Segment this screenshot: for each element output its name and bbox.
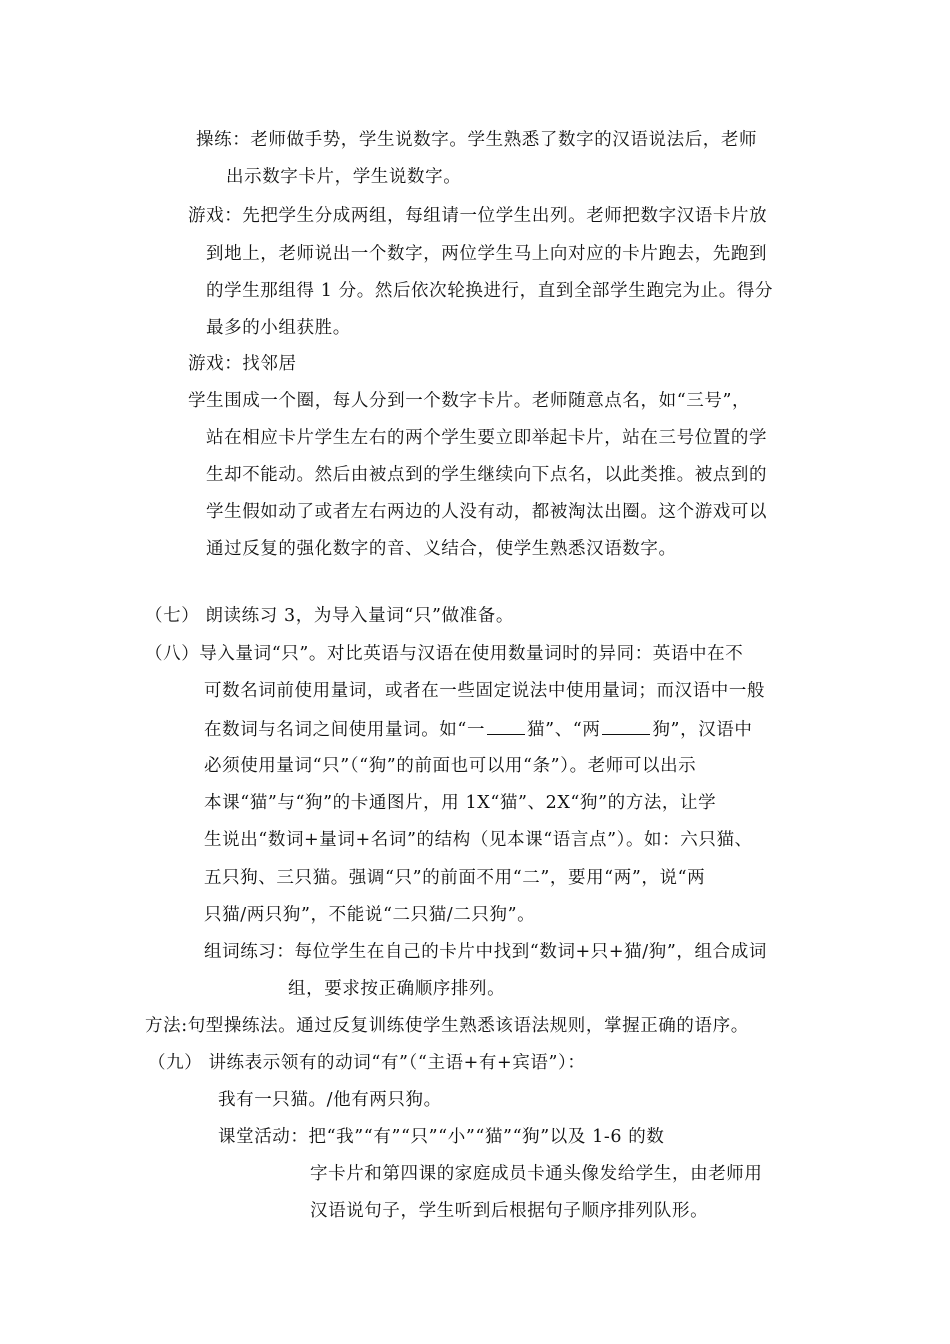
text-line: 操练：老师做手势，学生说数字。学生熟悉了数字的汉语说法后，老师 (196, 130, 758, 150)
text-line: 学生假如动了或者左右两边的人没有动，都被淘汰出圈。这个游戏可以 (206, 502, 768, 522)
text-line: 组词练习：每位学生在自己的卡片中找到“数词+只+猫/狗”，组合成词 (204, 942, 767, 962)
text-line: 最多的小组获胜。 (206, 318, 351, 338)
text-line: 汉语说句子，学生听到后根据句子顺序排列队形。 (310, 1201, 709, 1221)
text-line: 游戏：找邻居 (188, 354, 297, 374)
text-segment: 猫”、“两 (527, 720, 601, 740)
text-line-with-blanks (204, 716, 753, 740)
text-line: 必须使用量词“只”（“狗”的前面也可以用“条”）。老师可以出示 (204, 756, 697, 776)
text-line: 游戏：先把学生分成两组，每组请一位学生出列。老师把数字汉语卡片放 (188, 206, 768, 226)
text-line: 可数名词前使用量词，或者在一些固定说法中使用量词；而汉语中一般 (204, 681, 766, 701)
text-line: 本课“猫”与“狗”的卡通图片，用 1X“猫”、2X“狗”的方法，让学 (204, 793, 717, 813)
section-heading-8: （八）导入量词“只”。对比英语与汉语在使用数量词时的异同：英语中在不 (145, 644, 744, 664)
text-line: 课堂活动：把“我”“有”“只”“小”“猫”“狗”以及 1-6 的数 (218, 1127, 665, 1147)
section-heading-9: （九） 讲练表示领有的动词“有”（“主语+有+宾语”）： (148, 1053, 586, 1073)
fill-blank (602, 716, 650, 735)
text-line: 只猫/两只狗”，不能说“二只猫/二只狗”。 (204, 905, 536, 925)
text-line: 字卡片和第四课的家庭成员卡通头像发给学生，由老师用 (310, 1164, 763, 1184)
text-line: 五只狗、三只猫。强调“只”的前面不用“二”，要用“两”，说“两 (204, 868, 706, 888)
example-sentence: 我有一只猫。/他有两只狗。 (218, 1090, 442, 1110)
text-line: 到地上，老师说出一个数字，两位学生马上向对应的卡片跑去，先跑到 (206, 244, 768, 264)
fill-blank (487, 716, 525, 735)
text-line: 站在相应卡片学生左右的两个学生要立即举起卡片，站在三号位置的学 (206, 428, 768, 448)
text-line: 学生围成一个圈，每人分到一个数字卡片。老师随意点名，如“三号”， (188, 391, 751, 411)
text-line: 通过反复的强化数字的音、义结合，使学生熟悉汉语数字。 (206, 539, 677, 559)
section-heading-7: （七） 朗读练习 3，为导入量词“只”做准备。 (145, 606, 514, 626)
method-line: 方法:句型操练法。通过反复训练使学生熟悉该语法规则，掌握正确的语序。 (145, 1016, 749, 1036)
text-segment: 在数词与名词之间使用量词。如“一 (204, 720, 486, 740)
text-line: 的学生那组得 1 分。然后依次轮换进行，直到全部学生跑完为止。得分 (206, 281, 774, 301)
text-line: 生说出“数词+量词+名词”的结构（见本课“语言点”）。如：六只猫、 (204, 830, 753, 850)
text-line: 出示数字卡片，学生说数字。 (226, 167, 462, 187)
text-segment: 狗”，汉语中 (652, 720, 753, 740)
text-line: 生却不能动。然后由被点到的学生继续向下点名，以此类推。被点到的 (206, 465, 768, 485)
text-line: 组，要求按正确顺序排列。 (288, 979, 506, 999)
